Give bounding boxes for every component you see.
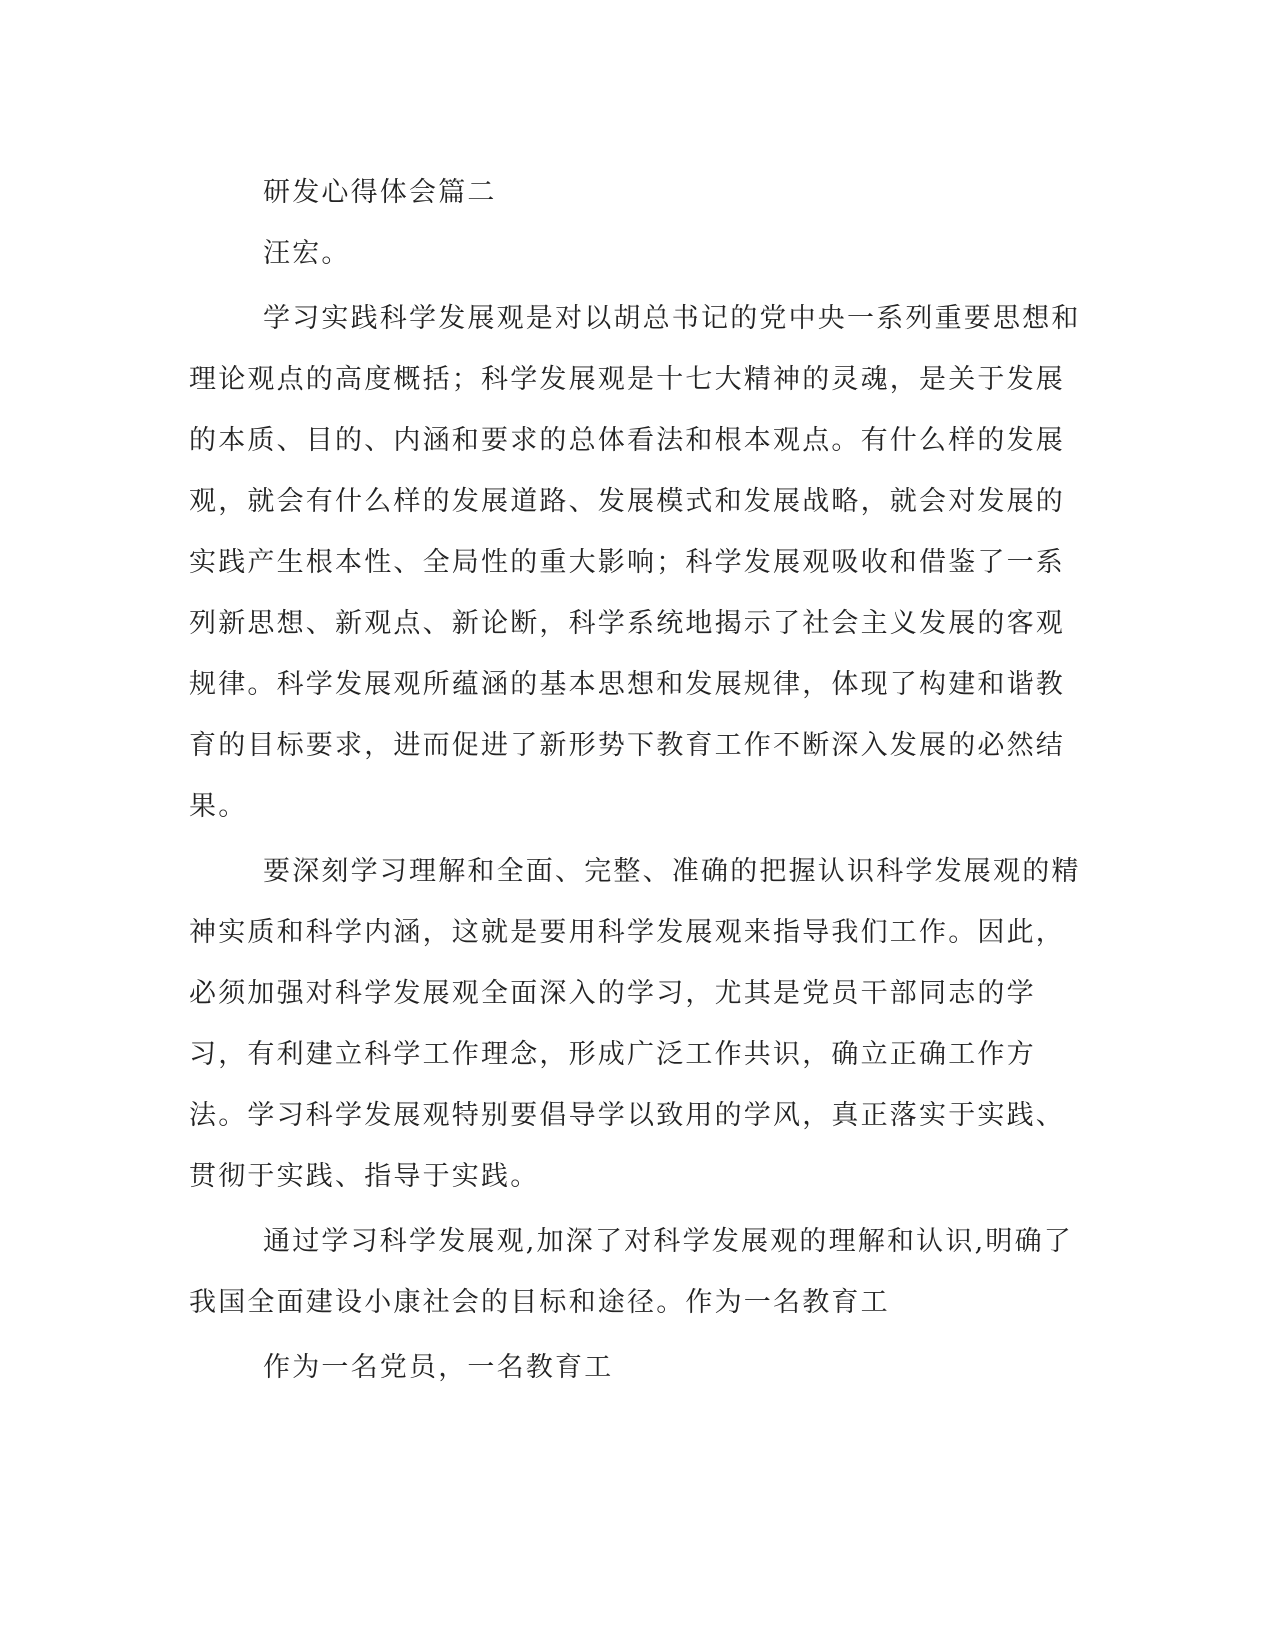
paragraph-4: 作为一名党员，一名教育工 [263,1352,614,1383]
document-body [189,162,1089,1398]
document-title: 研发心得体会篇二 [263,177,497,208]
paragraph-2: 要深刻学习理解和全面、完整、准确的把握认识科学发展观的精神实质和科学内涵，这就是要用科学发展观来指导我们工作。因此，必须加强对科学发展观全面深入的学习，尤其是党员干部同志的学习，有利建立科学工作理念，形成广泛工作共识，确立正确工作方法。学习科学发展观特别要倡导学以致用的学风，真正落实于实践、贯彻于实践、指导于实践。 [189,856,1081,1192]
document-author: 汪宏。 [263,238,351,269]
paragraph-1: 学习实践科学发展观是对以胡总书记的党中央一系列重要思想和理论观点的高度概括；科学发展观是十七大精神的灵魂，是关于发展的本质、目的、内涵和要求的总体看法和根本观点。有什么样的发展观，就会有什么样的发展道路、发展模式和发展战略，就会对发展的实践产生根本性、全局性的重大影响；科学发展观吸收和借鉴了一系列新思想、新观点、新论断，科学系统地揭示了社会主义发展的客观规律。科学发展观所蕴涵的基本思想和发展规律，体现了构建和谐教育的目标要求，进而促进了新形势下教育工作不断深入发展的必然结果。 [189,303,1081,822]
paragraph-3: 通过学习科学发展观,加深了对科学发展观的理解和认识,明确了我国全面建设小康社会的目标和途径。作为一名教育工 [189,1226,1073,1318]
